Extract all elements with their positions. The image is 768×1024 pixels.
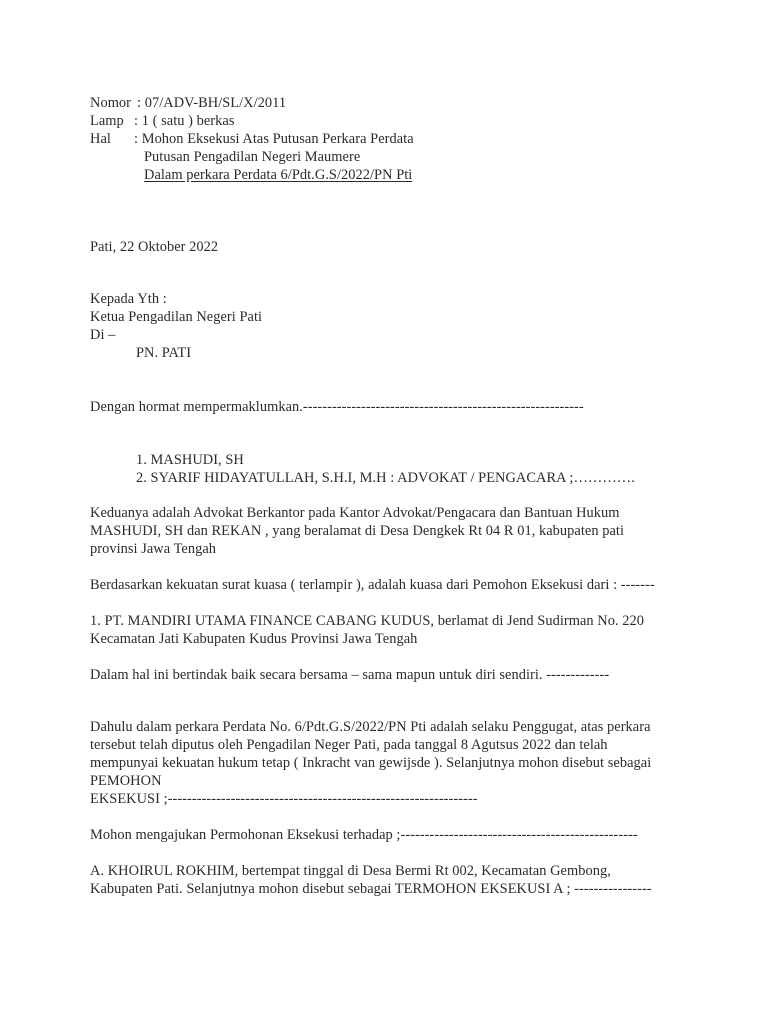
recipient-di: Di –	[90, 327, 116, 343]
previous-case-line-1: Dahulu dalam perkara Perdata No. 6/Pdt.G.S/2022/PN Pti adalah selaku Penggugat, atas perkara	[90, 719, 651, 735]
applicant-line-1: 1. PT. MANDIRI UTAMA FINANCE CABANG KUDUS, berlamat di Jend Sudirman No. 220	[90, 613, 644, 629]
applicant-line-2: Kecamatan Jati Kabupaten Kudus Provinsi Jawa Tengah	[90, 631, 418, 647]
office-paragraph-line-3: provinsi Jawa Tengah	[90, 541, 217, 557]
request-line: Mohon mengajukan Permohonan Eksekusi terhadap ;-------------------------------------------------	[90, 827, 638, 843]
nomor-separator: :	[137, 95, 142, 111]
case-number-line: Dalam perkara Perdata 6/Pdt.G.S/2022/PN Pti	[144, 167, 413, 183]
advocate-2: 2. SYARIF HIDAYATULLAH, S.H.I, M.H : ADVOKAT / PENGACARA ;………….	[136, 470, 635, 486]
previous-case-line-5: EKSEKUSI ;----------------------------------------------------------------	[90, 791, 478, 807]
respondent-line-1: A. KHOIRUL ROKHIM, bertempat tinggal di Desa Bermi Rt 002, Kecamatan Gembong,	[90, 863, 611, 879]
capacity-line: Dalam hal ini bertindak baik secara bersama – sama mapun untuk diri sendiri. -------------	[90, 667, 610, 683]
previous-case-line-2: tersebut telah diputus oleh Pengadilan Neger Pati, pada tanggal 8 Agutsus 2022 dan telah	[90, 737, 608, 753]
greeting-line: Dengan hormat mempermaklumkan.----------------------------------------------------------	[90, 399, 584, 415]
nomor-line	[90, 94, 286, 112]
lamp-label: Lamp	[90, 113, 124, 129]
respondent-line-2: Kabupaten Pati. Selanjutnya mohon disebut sebagai TERMOHON EKSEKUSI A ; ----------------	[90, 881, 652, 897]
authority-line: Berdasarkan kekuatan surat kuasa ( terlampir ), adalah kuasa dari Pemohon Eksekusi dari : -------	[90, 577, 655, 593]
lamp-separator: :	[134, 113, 139, 129]
hal-label: Hal	[90, 131, 111, 147]
recipient-salutation: Kepada Yth :	[90, 291, 167, 307]
recipient-name: Ketua Pengadilan Negeri Pati	[90, 309, 263, 325]
hal-line	[90, 130, 414, 148]
office-paragraph-line-2: MASHUDI, SH dan REKAN , yang beralamat di Desa Dengkek Rt 04 R 01, kabupaten pati	[90, 523, 625, 539]
lamp-value: 1 ( satu ) berkas	[141, 113, 235, 129]
hal-value-line-2: Putusan Pengadilan Negeri Maumere	[144, 149, 361, 165]
advocate-1: 1. MASHUDI, SH	[136, 452, 244, 468]
previous-case-line-3: mempunyai kekuatan hukum tetap ( Inkracht van gewijsde ). Selanjutnya mohon disebut sebagai	[90, 755, 652, 771]
office-paragraph-line-1: Keduanya adalah Advokat Berkantor pada Kantor Advokat/Pengacara dan Bantuan Hukum	[90, 505, 620, 521]
previous-case-line-4: PEMOHON	[90, 773, 162, 789]
place-date: Pati, 22 Oktober 2022	[90, 239, 219, 255]
hal-value-line-1: Mohon Eksekusi Atas Putusan Perkara Perdata	[141, 131, 414, 147]
nomor-value: 07/ADV-BH/SL/X/2011	[144, 95, 287, 111]
lamp-line	[90, 112, 234, 130]
hal-separator: :	[134, 131, 139, 147]
nomor-label: Nomor	[90, 95, 132, 111]
recipient-place: PN. PATI	[136, 345, 192, 361]
